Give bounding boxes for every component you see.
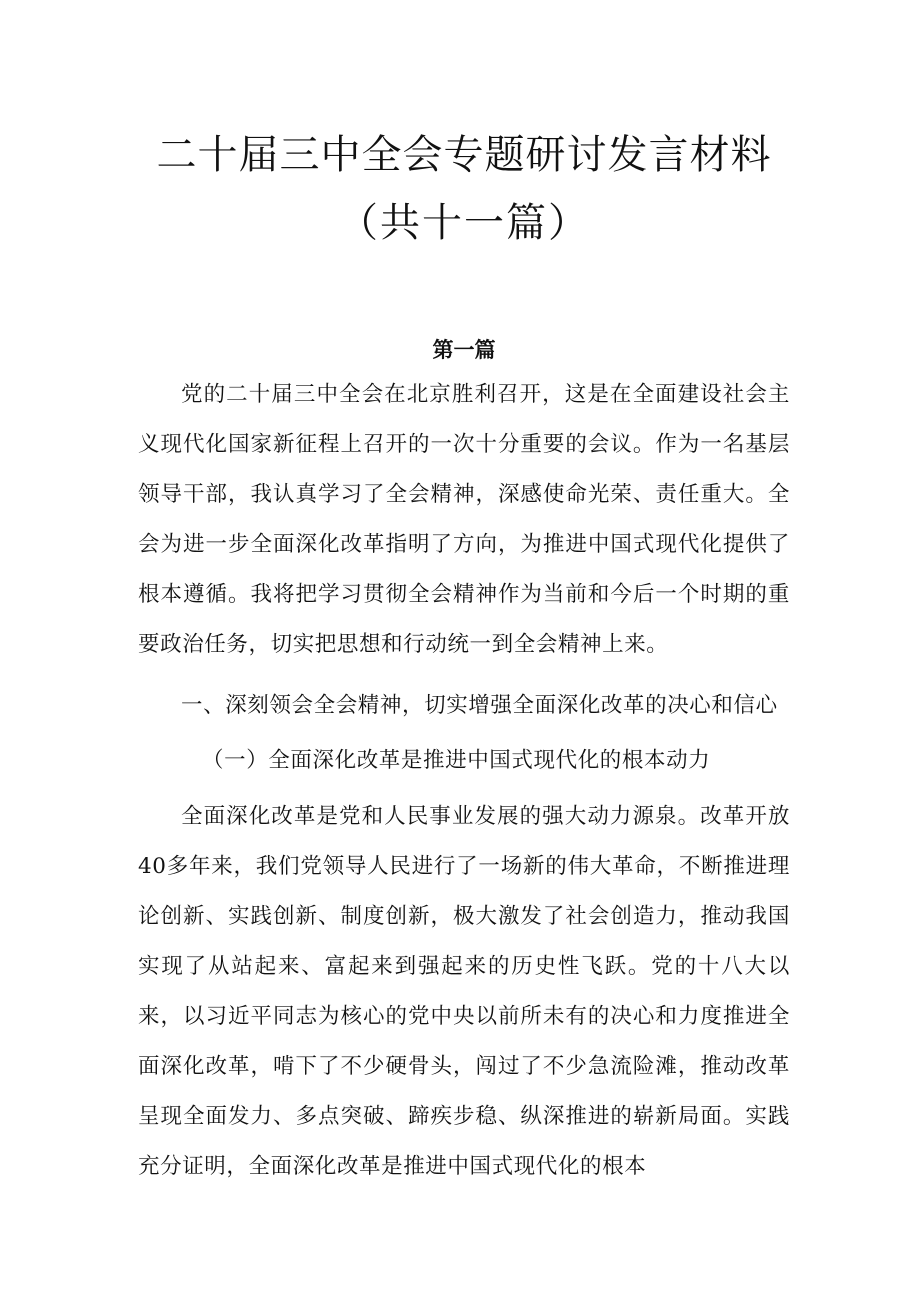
- body-paragraph: 全面深化改革是党和人民事业发展的强大动力源泉。改革开放40多年来，我们党领导人民进行了一场新的伟大革命，不断推进理论创新、实践创新、制度创新，极大激发了社会创造力，推动我国实现了从站起来、富起来到强起来的历史性飞跃。党的十八大以来，以习近平同志为核心的党中央以前所未有的决心和力度推进全面深化改革，啃下了不少硬骨头，闯过了不少急流险滩，推动改革呈现全面发力、多点突破、蹄疾步稳、纵深推进的崭新局面。实践充分证明，全面深化改革是推进中国式现代化的根本: [138, 804, 790, 1179]
- intro-paragraph: 党的二十届三中全会在北京胜利召开，这是在全面建设社会主义现代化国家新征程上召开的一次十分重要的会议。作为一名基层领导干部，我认真学习了全会精神，深感使命光荣、责任重大。全会为进一步全面深化改革指明了方向，为推进中国式现代化提供了根本遵循。我将把学习贯彻全会精神作为当前和今后一个时期的重要政治任务，切实把思想和行动统一到全会精神上来。: [138, 382, 790, 657]
- heading-level-2: （一）全面深化改革是推进中国式现代化的根本动力: [202, 748, 711, 773]
- document-title: 二十届三中全会专题研讨发言材料: [156, 132, 772, 178]
- document-subtitle: （共十一篇）: [338, 200, 590, 246]
- section-title: 第一篇: [432, 338, 496, 362]
- heading-level-1: 一、深刻领会全会精神，切实增强全面深化改革的决心和信心: [181, 693, 778, 718]
